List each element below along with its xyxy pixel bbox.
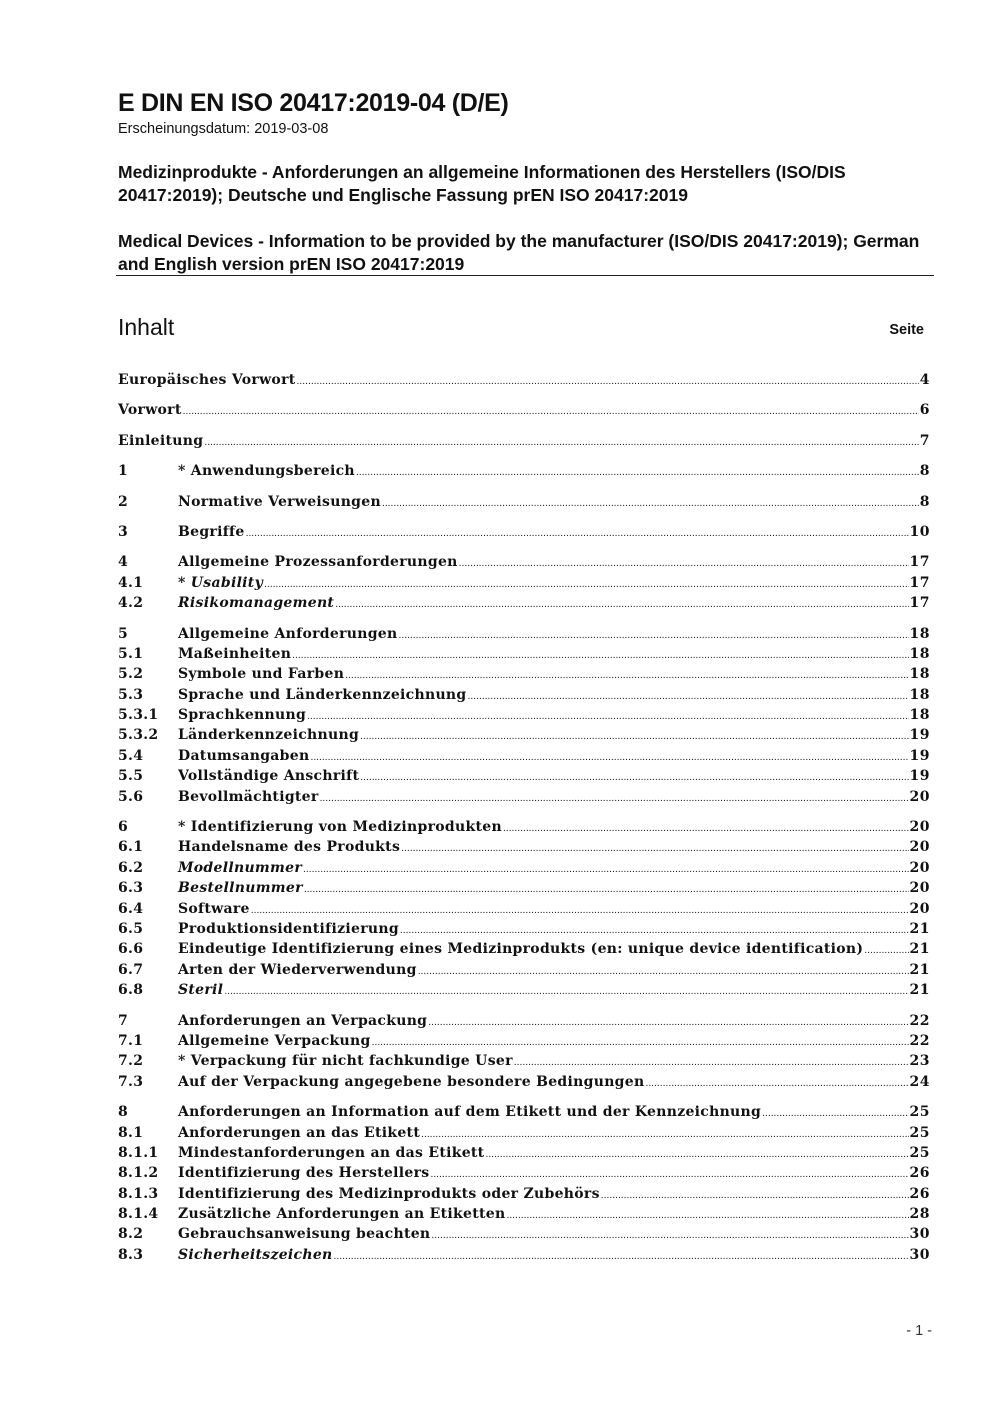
toc-leader-dots bbox=[307, 705, 908, 727]
table-of-contents bbox=[118, 370, 930, 1265]
toc-entry-title: Risikomanagement bbox=[178, 595, 335, 612]
toc-leader-dots bbox=[468, 685, 909, 707]
toc-leader-dots bbox=[297, 370, 919, 392]
toc-entry-title: * Anwendungsbereich bbox=[178, 463, 355, 480]
toc-entry-title: Eindeutige Identifizierung eines Medizinprodukts (en: unique device identification) bbox=[178, 941, 864, 958]
toc-entry[interactable] bbox=[118, 1102, 930, 1122]
toc-entry-page: 25 bbox=[909, 1124, 930, 1141]
toc-entry-number: 8.1.2 bbox=[118, 1165, 159, 1182]
toc-leader-dots bbox=[401, 837, 908, 859]
toc-entry-title: Europäisches Vorwort bbox=[118, 372, 296, 388]
toc-entry-page: 18 bbox=[909, 686, 930, 703]
toc-leader-dots bbox=[356, 461, 919, 483]
toc-entry[interactable] bbox=[118, 705, 930, 725]
toc-entry-number: 8.3 bbox=[118, 1246, 144, 1263]
toc-leader-dots bbox=[398, 624, 908, 646]
toc-entry-page: 20 bbox=[909, 819, 930, 836]
toc-leader-dots bbox=[292, 644, 908, 666]
toc-entry-title: Allgemeine Anforderungen bbox=[178, 625, 398, 642]
toc-entry-title: Bestellnummer bbox=[178, 880, 303, 897]
toc-leader-dots bbox=[304, 878, 909, 900]
toc-entry-page: 4 bbox=[919, 372, 930, 388]
toc-entry-title: Modellnummer bbox=[178, 859, 303, 876]
toc-entry-page: 20 bbox=[909, 788, 930, 805]
toc-entry-title: Länderkennzeichnung bbox=[178, 727, 360, 744]
toc-entry-page: 21 bbox=[909, 961, 930, 978]
toc-entry[interactable] bbox=[118, 370, 930, 390]
toc-entry-page: 23 bbox=[909, 1053, 930, 1070]
toc-entry-title: Sicherheitszeichen bbox=[178, 1246, 333, 1263]
toc-entry[interactable] bbox=[118, 1072, 930, 1092]
toc-entry[interactable] bbox=[118, 1143, 930, 1163]
toc-entry-title: Allgemeine Verpackung bbox=[178, 1032, 371, 1049]
toc-entry-page: 30 bbox=[909, 1226, 930, 1243]
toc-entry-page: 18 bbox=[909, 625, 930, 642]
toc-entry-title: * Usability bbox=[178, 574, 264, 591]
toc-entry-number: 5 bbox=[118, 625, 129, 642]
toc-entry-number: 5.4 bbox=[118, 747, 144, 764]
toc-entry-number: 8.1 bbox=[118, 1124, 144, 1141]
toc-entry[interactable] bbox=[118, 1163, 930, 1183]
toc-entry-number: 8.1.3 bbox=[118, 1185, 159, 1202]
toc-entry[interactable] bbox=[118, 431, 930, 451]
toc-leader-dots bbox=[428, 1011, 908, 1033]
toc-entry[interactable] bbox=[118, 787, 930, 807]
toc-entry-page: 6 bbox=[919, 402, 930, 419]
toc-leader-dots bbox=[421, 1123, 908, 1145]
toc-entry[interactable] bbox=[118, 624, 930, 644]
toc-leader-dots bbox=[310, 746, 908, 768]
toc-entry-number: 5.1 bbox=[118, 645, 144, 662]
toc-leader-dots bbox=[360, 766, 908, 788]
toc-entry[interactable] bbox=[118, 960, 930, 980]
toc-entry[interactable] bbox=[118, 919, 930, 939]
toc-leader-dots bbox=[418, 960, 909, 982]
toc-entry-title: Auf der Verpackung angegebene besondere Bedingungen bbox=[178, 1073, 645, 1090]
toc-entry-page: 8 bbox=[919, 463, 930, 480]
toc-entry-page: 28 bbox=[909, 1206, 930, 1223]
toc-entry-title: Einleitung bbox=[118, 432, 204, 449]
toc-entry[interactable] bbox=[118, 552, 930, 572]
toc-entry-page: 17 bbox=[909, 574, 930, 591]
toc-entry[interactable] bbox=[118, 837, 930, 857]
toc-leader-dots bbox=[264, 573, 909, 595]
toc-entry-page: 7 bbox=[919, 432, 930, 449]
toc-entry-number: 6.5 bbox=[118, 920, 144, 937]
toc-entry-page: 18 bbox=[909, 666, 930, 683]
page-number: - 1 - bbox=[906, 1323, 932, 1339]
toc-entry[interactable] bbox=[118, 400, 930, 420]
toc-entry-title: Vollständige Anschrift bbox=[178, 768, 360, 785]
toc-entry[interactable] bbox=[118, 1204, 930, 1224]
toc-entry-number: 5.5 bbox=[118, 768, 144, 785]
toc-leader-dots bbox=[372, 1031, 909, 1053]
toc-entry-title: Zusätzliche Anforderungen an Etiketten bbox=[178, 1206, 506, 1223]
toc-entry-number: 6.3 bbox=[118, 880, 144, 897]
toc-entry-page: 20 bbox=[909, 839, 930, 856]
subtitle-english: Medical Devices - Information to be provided by the manufacturer (ISO/DIS 20417:2019); German and English version prEN ISO 20417:2019 bbox=[118, 231, 920, 274]
toc-entry-page: 20 bbox=[909, 880, 930, 897]
toc-entry-number: 6.1 bbox=[118, 839, 144, 856]
toc-page-column-label: Seite bbox=[889, 322, 924, 338]
toc-entry-number: 4.2 bbox=[118, 595, 144, 612]
toc-entry-title: Produktionsidentifizierung bbox=[178, 920, 399, 937]
toc-entry-title: * Identifizierung von Medizinprodukten bbox=[178, 819, 502, 836]
toc-entry-page: 25 bbox=[909, 1144, 930, 1161]
toc-entry-page: 19 bbox=[909, 768, 930, 785]
toc-leader-dots bbox=[431, 1224, 908, 1246]
toc-entry[interactable] bbox=[118, 725, 930, 745]
toc-leader-dots bbox=[224, 980, 908, 1002]
toc-entry-page: 21 bbox=[909, 982, 930, 999]
toc-leader-dots bbox=[601, 1184, 909, 1206]
toc-entry-number: 6.4 bbox=[118, 900, 144, 917]
toc-entry-number: 7.2 bbox=[118, 1053, 144, 1070]
toc-entry[interactable] bbox=[118, 766, 930, 786]
toc-entry-number: 4 bbox=[118, 554, 129, 571]
toc-entry-title: Identifizierung des Medizinprodukts oder Zubehörs bbox=[178, 1185, 600, 1202]
toc-entry-page: 17 bbox=[909, 554, 930, 571]
toc-leader-dots bbox=[204, 431, 918, 453]
toc-leader-dots bbox=[251, 899, 909, 921]
toc-entry[interactable] bbox=[118, 1245, 930, 1265]
toc-entry[interactable] bbox=[118, 1051, 930, 1071]
toc-entry-title: Arten der Wiederverwendung bbox=[178, 961, 417, 978]
toc-entry[interactable] bbox=[118, 939, 930, 959]
toc-entry-title: Software bbox=[178, 900, 250, 917]
toc-entry-title: Vorwort bbox=[118, 402, 182, 419]
toc-entry-number: 8.1.4 bbox=[118, 1206, 159, 1223]
toc-entry-page: 25 bbox=[909, 1104, 930, 1121]
toc-entry-title: Datumsangaben bbox=[178, 747, 310, 764]
toc-entry-number: 6.7 bbox=[118, 961, 144, 978]
toc-entry[interactable] bbox=[118, 492, 930, 512]
toc-entry-title: Allgemeine Prozessanforderungen bbox=[178, 554, 458, 571]
toc-entry-page: 26 bbox=[909, 1185, 930, 1202]
toc-entry-number: 6 bbox=[118, 819, 129, 836]
toc-heading: Inhalt bbox=[118, 314, 175, 340]
toc-entry-title: Symbole und Farben bbox=[178, 666, 345, 683]
toc-entry-page: 8 bbox=[919, 493, 930, 510]
toc-leader-dots bbox=[459, 552, 909, 574]
toc-entry[interactable] bbox=[118, 593, 930, 613]
toc-entry-page: 19 bbox=[909, 727, 930, 744]
document-title: E DIN EN ISO 20417:2019-04 (D/E) bbox=[118, 89, 509, 117]
toc-leader-dots bbox=[334, 1245, 909, 1267]
toc-entry-number: 5.3 bbox=[118, 686, 144, 703]
toc-leader-dots bbox=[506, 1204, 908, 1226]
toc-entry[interactable] bbox=[118, 1123, 930, 1143]
toc-entry-title: Sprache und Länderkennzeichnung bbox=[178, 686, 467, 703]
toc-entry-title: Normative Verweisungen bbox=[178, 493, 381, 510]
toc-entry-number: 1 bbox=[118, 463, 129, 480]
toc-entry-page: 18 bbox=[909, 645, 930, 662]
toc-entry-page: 21 bbox=[909, 941, 930, 958]
toc-entry-page: 30 bbox=[909, 1246, 930, 1263]
toc-entry-page: 20 bbox=[909, 859, 930, 876]
toc-entry-number: 7.1 bbox=[118, 1032, 144, 1049]
toc-leader-dots bbox=[360, 725, 908, 747]
toc-entry-title: Anforderungen an Verpackung bbox=[178, 1012, 428, 1029]
toc-entry[interactable] bbox=[118, 685, 930, 705]
toc-entry-page: 17 bbox=[909, 595, 930, 612]
toc-entry[interactable] bbox=[118, 461, 930, 481]
toc-entry-number: 4.1 bbox=[118, 574, 144, 591]
toc-entry[interactable] bbox=[118, 817, 930, 837]
toc-leader-dots bbox=[246, 522, 909, 544]
toc-leader-dots bbox=[303, 858, 908, 880]
toc-leader-dots bbox=[320, 787, 909, 809]
toc-entry[interactable] bbox=[118, 1184, 930, 1204]
publication-date: Erscheinungsdatum: 2019-03-08 bbox=[118, 121, 329, 137]
toc-leader-dots bbox=[183, 400, 919, 422]
toc-entry-title: Identifizierung des Herstellers bbox=[178, 1165, 430, 1182]
subtitle-german: Medizinprodukte - Anforderungen an allgemeine Informationen des Herstellers (ISO/DIS 20417:2019); Deutsche und Englische Fassung prEN ISO 20417:2019 bbox=[118, 162, 846, 205]
toc-entry-number: 5.6 bbox=[118, 788, 144, 805]
toc-entry-page: 24 bbox=[909, 1073, 930, 1090]
toc-entry-page: 22 bbox=[909, 1032, 930, 1049]
toc-entry-title: Steril bbox=[178, 982, 224, 999]
toc-leader-dots bbox=[503, 817, 909, 839]
toc-entry-title: Anforderungen an Information auf dem Etikett und der Kennzeichnung bbox=[178, 1104, 762, 1121]
toc-entry[interactable] bbox=[118, 746, 930, 766]
toc-entry[interactable] bbox=[118, 858, 930, 878]
toc-entry-title: Handelsname des Produkts bbox=[178, 839, 401, 856]
toc-leader-dots bbox=[864, 939, 908, 961]
toc-leader-dots bbox=[514, 1051, 909, 1073]
toc-entry[interactable] bbox=[118, 1011, 930, 1031]
toc-entry[interactable] bbox=[118, 1031, 930, 1051]
toc-entry-number: 7.3 bbox=[118, 1073, 144, 1090]
toc-leader-dots bbox=[485, 1143, 908, 1165]
toc-entry-number: 5.3.2 bbox=[118, 727, 159, 744]
toc-leader-dots bbox=[762, 1102, 908, 1124]
toc-entry[interactable] bbox=[118, 980, 930, 1000]
toc-leader-dots bbox=[400, 919, 909, 941]
toc-entry-title: Maßeinheiten bbox=[178, 645, 292, 662]
toc-entry[interactable] bbox=[118, 522, 930, 542]
toc-entry-title: Anforderungen an das Etikett bbox=[178, 1124, 421, 1141]
toc-entry-number: 8.1.1 bbox=[118, 1144, 159, 1161]
toc-entry-page: 26 bbox=[909, 1165, 930, 1182]
toc-entry-title: Gebrauchsanweisung beachten bbox=[178, 1226, 431, 1243]
toc-entry-title: Begriffe bbox=[178, 523, 245, 540]
toc-entry[interactable] bbox=[118, 573, 930, 593]
toc-entry-number: 6.6 bbox=[118, 941, 144, 958]
toc-entry[interactable] bbox=[118, 644, 930, 664]
toc-entry-title: Bevollmächtigter bbox=[178, 788, 319, 805]
toc-entry[interactable] bbox=[118, 899, 930, 919]
toc-entry-number: 6.8 bbox=[118, 982, 144, 999]
toc-leader-dots bbox=[335, 593, 908, 615]
toc-entry-number: 8.2 bbox=[118, 1226, 144, 1243]
toc-entry[interactable] bbox=[118, 1224, 930, 1244]
toc-entry-page: 10 bbox=[909, 523, 930, 540]
toc-entry-page: 22 bbox=[909, 1012, 930, 1029]
toc-leader-dots bbox=[345, 664, 908, 686]
toc-entry-number: 7 bbox=[118, 1012, 129, 1029]
toc-entry-title: Sprachkennung bbox=[178, 707, 307, 724]
toc-entry-page: 20 bbox=[909, 900, 930, 917]
toc-entry-page: 19 bbox=[909, 747, 930, 764]
toc-entry-number: 3 bbox=[118, 523, 129, 540]
toc-entry-number: 6.2 bbox=[118, 859, 144, 876]
title-divider bbox=[116, 275, 934, 276]
toc-entry-title: * Verpackung für nicht fachkundige User bbox=[178, 1053, 513, 1070]
toc-entry[interactable] bbox=[118, 878, 930, 898]
toc-entry-page: 18 bbox=[909, 707, 930, 724]
toc-entry-page: 21 bbox=[909, 920, 930, 937]
toc-leader-dots bbox=[430, 1163, 908, 1185]
toc-entry-number: 5.3.1 bbox=[118, 707, 159, 724]
toc-entry-number: 2 bbox=[118, 493, 129, 510]
toc-leader-dots bbox=[645, 1072, 908, 1094]
toc-entry-number: 8 bbox=[118, 1104, 129, 1121]
toc-entry[interactable] bbox=[118, 664, 930, 684]
toc-entry-number: 5.2 bbox=[118, 666, 144, 683]
toc-entry-title: Mindestanforderungen an das Etikett bbox=[178, 1144, 485, 1161]
toc-leader-dots bbox=[382, 492, 919, 514]
